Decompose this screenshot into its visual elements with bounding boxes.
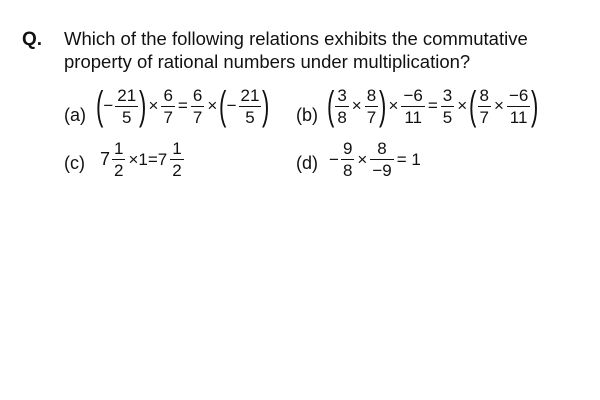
numerator: 3 xyxy=(337,85,347,105)
numerator: 8 xyxy=(366,85,377,105)
fraction xyxy=(335,87,348,126)
numerator: 21 xyxy=(117,85,137,105)
minus-sign: − xyxy=(226,96,237,115)
numerator: 6 xyxy=(192,85,203,105)
fraction xyxy=(370,140,393,179)
denominator: 8 xyxy=(342,161,353,180)
fraction xyxy=(161,87,174,126)
numerator: 3 xyxy=(442,85,453,105)
denominator: 11 xyxy=(509,107,528,127)
minus-sign: − xyxy=(103,96,114,115)
fraction xyxy=(507,87,530,126)
times-sign: × xyxy=(148,96,159,115)
denominator: 5 xyxy=(245,107,255,127)
numerator: −6 xyxy=(403,85,423,105)
times-sign: × xyxy=(388,96,399,115)
denominator: 2 xyxy=(172,161,182,180)
fraction xyxy=(365,87,378,126)
fraction xyxy=(170,140,183,179)
denominator: 11 xyxy=(404,107,422,127)
question-line-2: property of rational numbers under multiplication? xyxy=(64,51,471,72)
paren-open: ( xyxy=(95,84,104,128)
paren-close: ) xyxy=(531,84,539,128)
question-text xyxy=(64,27,589,73)
denominator: 7 xyxy=(366,107,377,127)
equals-result: = 1 xyxy=(396,149,421,169)
option-c-label: (c) xyxy=(64,153,85,173)
option-a-expression xyxy=(96,86,270,126)
times-sign: × xyxy=(357,149,368,169)
option-a-label: (a) xyxy=(64,105,86,125)
times-sign: × xyxy=(457,96,468,115)
fraction xyxy=(401,87,424,126)
denominator: 7 xyxy=(192,107,203,127)
denominator: 5 xyxy=(442,107,453,127)
numerator: 1 xyxy=(172,139,182,158)
denominator: 5 xyxy=(121,107,132,127)
option-d-expression xyxy=(329,140,423,179)
fraction xyxy=(441,87,454,126)
numerator: −6 xyxy=(508,85,529,105)
denominator: 8 xyxy=(337,107,347,127)
numerator: 6 xyxy=(163,85,173,105)
question-label: Q. xyxy=(22,29,43,50)
equals-sign: = xyxy=(177,96,188,115)
fraction xyxy=(478,87,491,126)
paren-close: ) xyxy=(262,84,270,128)
equals-sign: = xyxy=(427,96,438,115)
fraction xyxy=(112,140,125,179)
paren-close: ) xyxy=(379,84,387,128)
numerator: 8 xyxy=(479,85,489,105)
fraction xyxy=(115,87,138,126)
option-d-label: (d) xyxy=(296,153,318,173)
fraction xyxy=(341,140,354,179)
option-c-expression xyxy=(100,140,185,179)
numerator: 21 xyxy=(240,85,260,105)
numerator: 9 xyxy=(342,139,353,158)
paren-open: ( xyxy=(219,84,227,128)
denominator: 7 xyxy=(163,107,173,127)
fraction xyxy=(191,87,204,126)
whole-number: 7 xyxy=(100,149,111,169)
option-b-label: (b) xyxy=(296,105,318,125)
numerator: 1 xyxy=(114,139,124,158)
times-sign: × xyxy=(351,96,362,115)
equation-middle: ×1=7 xyxy=(128,149,168,169)
paren-open: ( xyxy=(326,84,335,128)
paren-open: ( xyxy=(469,84,477,128)
denominator: −9 xyxy=(372,161,392,180)
fraction xyxy=(239,87,262,126)
minus-sign: − xyxy=(329,149,339,169)
denominator: 2 xyxy=(114,161,124,180)
numerator: 8 xyxy=(377,139,387,158)
denominator: 7 xyxy=(479,107,489,127)
option-b-expression xyxy=(327,86,539,126)
times-sign: × xyxy=(207,96,218,115)
paren-close: ) xyxy=(139,84,147,128)
times-sign: × xyxy=(494,96,504,115)
question-line-1: Which of the following relations exhibits the commutative xyxy=(64,28,528,49)
